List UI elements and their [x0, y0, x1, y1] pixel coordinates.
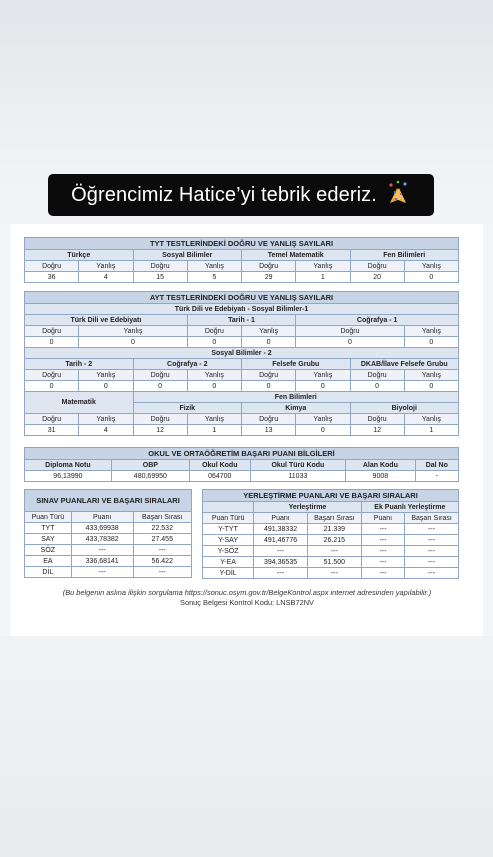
okul-title: OKUL VE ORTAÖĞRETİM BAŞARI PUANI BİLGİLERİ — [25, 448, 459, 460]
value-cell: --- — [405, 557, 459, 568]
value-cell: 4 — [79, 425, 133, 436]
ayt-math-title: Matematik — [25, 392, 134, 414]
party-popper-icon — [385, 179, 411, 211]
col-dogru: Doğru — [133, 261, 187, 272]
col-dogru: Doğru — [350, 414, 404, 425]
table-row — [203, 546, 459, 557]
ek-puanli-sub: Ek Puanlı Yerleştirme — [361, 502, 458, 513]
value-cell: --- — [254, 568, 308, 579]
ayt-subject: Kimya — [242, 403, 351, 414]
value-cell: 56.422 — [133, 556, 191, 567]
value-cell: --- — [71, 545, 133, 556]
value-cell: 0 — [242, 381, 296, 392]
col-puani: Puanı — [361, 513, 405, 524]
col-yanlis: Yanlış — [187, 261, 241, 272]
col-yanlis: Yanlış — [187, 414, 241, 425]
value-cell: 31 — [25, 425, 79, 436]
value-cell: --- — [405, 568, 459, 579]
value-cell: 51.500 — [307, 557, 361, 568]
value-cell: 0 — [187, 337, 241, 348]
value-cell: --- — [307, 568, 361, 579]
tyt-subject: Türkçe — [25, 250, 134, 261]
tyt-subject: Temel Matematik — [242, 250, 351, 261]
col-dogru: Doğru — [25, 326, 79, 337]
value-cell: DİL — [25, 567, 72, 578]
ayt-subject: Tarih - 2 — [25, 359, 134, 370]
value-cell: 12 — [133, 425, 187, 436]
col-dogru: Doğru — [25, 370, 79, 381]
table-row — [203, 568, 459, 579]
ayt-subject: Felsefe Grubu — [242, 359, 351, 370]
sinav-title: SINAV PUANLARI VE BAŞARI SIRALARI — [25, 490, 192, 512]
value-cell: --- — [405, 524, 459, 535]
value-cell: 0 — [296, 337, 405, 348]
col-dogru: Doğru — [25, 414, 79, 425]
col-yanlis: Yanlış — [296, 261, 350, 272]
sinav-table — [24, 489, 192, 578]
value-cell: --- — [361, 557, 405, 568]
value-cell: 0 — [25, 337, 79, 348]
value-cell: 0 — [296, 381, 350, 392]
value-cell: 336,68141 — [71, 556, 133, 567]
col-yanlis: Yanlış — [187, 370, 241, 381]
col-basari-sirasi: Başarı Sırası — [133, 512, 191, 523]
ayt-subject: Coğrafya - 1 — [296, 315, 459, 326]
col-puani: Puanı — [71, 512, 133, 523]
ayt-fen-title: Fen Bilimleri — [133, 392, 459, 403]
col-yanlis: Yanlış — [79, 326, 188, 337]
value-cell: 12 — [350, 425, 404, 436]
okul-table — [24, 447, 459, 482]
value-cell: 064700 — [189, 471, 250, 482]
okul-header: Alan Kodu — [346, 460, 415, 471]
value-cell: --- — [405, 546, 459, 557]
yerlestirme-table — [202, 489, 459, 579]
value-cell: 491,46776 — [254, 535, 308, 546]
table-row — [25, 545, 192, 556]
value-cell: 433,69938 — [71, 523, 133, 534]
yerlestirme-title: YERLEŞTİRME PUANLARI VE BAŞARI SIRALARI — [203, 490, 459, 502]
caption-text: Öğrencimiz Hatice’yi tebrik ederiz. — [71, 183, 377, 206]
value-cell: 0 — [242, 337, 296, 348]
ayt-table — [24, 291, 459, 436]
value-cell: 15 — [133, 272, 187, 283]
value-cell: --- — [361, 546, 405, 557]
value-cell: --- — [133, 567, 191, 578]
value-cell: 1 — [296, 272, 350, 283]
col-dogru: Doğru — [350, 370, 404, 381]
col-yanlis: Yanlış — [404, 326, 458, 337]
story-caption — [48, 174, 434, 216]
value-cell: 22.532 — [133, 523, 191, 534]
col-dogru: Doğru — [350, 261, 404, 272]
value-cell: SAY — [25, 534, 72, 545]
value-cell: 21.339 — [307, 524, 361, 535]
value-cell: 394,36535 — [254, 557, 308, 568]
value-cell: 1 — [187, 425, 241, 436]
table-row — [25, 556, 192, 567]
value-cell: 0 — [404, 381, 458, 392]
col-dogru: Doğru — [187, 326, 241, 337]
ayt-subject: Biyoloji — [350, 403, 459, 414]
ayt-group1: Türk Dili ve Edebiyatı - Sosyal Bilimler-1 — [25, 304, 459, 315]
col-puan-turu: Puan Türü — [25, 512, 72, 523]
value-cell: --- — [133, 545, 191, 556]
value-cell: 29 — [242, 272, 296, 283]
col-yanlis: Yanlış — [404, 370, 458, 381]
col-dogru: Doğru — [242, 414, 296, 425]
col-yanlis: Yanlış — [404, 261, 458, 272]
ayt-title: AYT TESTLERİNDEKİ DOĞRU VE YANLIŞ SAYILARI — [25, 292, 459, 304]
tyt-table — [24, 237, 459, 283]
value-cell: 480,69950 — [111, 471, 189, 482]
table-row — [203, 524, 459, 535]
value-cell: 26.215 — [307, 535, 361, 546]
okul-header: Okul Türü Kodu — [250, 460, 345, 471]
value-cell: --- — [361, 568, 405, 579]
value-cell: 0 — [25, 381, 79, 392]
value-cell: 4 — [79, 272, 133, 283]
ayt-subject: Tarih - 1 — [187, 315, 296, 326]
col-yanlis: Yanlış — [296, 370, 350, 381]
value-cell: Y-SÖZ — [203, 546, 254, 557]
table-row — [25, 567, 192, 578]
value-cell: 96,13990 — [25, 471, 112, 482]
ayt-subject: Fizik — [133, 403, 242, 414]
value-cell: 13 — [242, 425, 296, 436]
value-cell: 0 — [296, 425, 350, 436]
col-yanlis: Yanlış — [79, 414, 133, 425]
value-cell: 0 — [79, 381, 133, 392]
ayt-subject: Coğrafya - 2 — [133, 359, 242, 370]
value-cell: 9008 — [346, 471, 415, 482]
background-bottom — [0, 636, 493, 857]
value-cell: 0 — [79, 337, 188, 348]
col-basari-sirasi: Başarı Sırası — [307, 513, 361, 524]
value-cell: TYT — [25, 523, 72, 534]
okul-header: Diploma Notu — [25, 460, 112, 471]
col-yanlis: Yanlış — [242, 326, 296, 337]
value-cell: 20 — [350, 272, 404, 283]
verification-note: (Bu belgenin aslına ilişkin sorgulama https://sonuc.osym.gov.tr/BelgeKontrol.aspx internet adresinden yapılabilir.) — [62, 588, 432, 597]
col-yanlis: Yanlış — [79, 370, 133, 381]
value-cell: 0 — [187, 381, 241, 392]
col-dogru: Doğru — [133, 414, 187, 425]
table-row — [203, 557, 459, 568]
value-cell: EA — [25, 556, 72, 567]
value-cell: Y-SAY — [203, 535, 254, 546]
value-cell: 1 — [404, 425, 458, 436]
col-yanlis: Yanlış — [404, 414, 458, 425]
col-dogru: Doğru — [242, 370, 296, 381]
value-cell: 0 — [404, 337, 458, 348]
value-cell: 0 — [404, 272, 458, 283]
okul-header: OBP — [111, 460, 189, 471]
tyt-subject: Sosyal Bilimler — [133, 250, 242, 261]
col-dogru: Doğru — [296, 326, 405, 337]
col-basari-sirasi: Başarı Sırası — [405, 513, 459, 524]
value-cell: 11033 — [250, 471, 345, 482]
col-puani: Puanı — [254, 513, 308, 524]
value-cell: Y-DİL — [203, 568, 254, 579]
value-cell: --- — [361, 524, 405, 535]
value-cell: 0 — [133, 381, 187, 392]
tyt-subject: Fen Bilimleri — [350, 250, 459, 261]
value-cell: SÖZ — [25, 545, 72, 556]
value-cell: Y-TYT — [203, 524, 254, 535]
value-cell: --- — [361, 535, 405, 546]
value-cell: --- — [254, 546, 308, 557]
yerlestirme-sub: Yerleştirme — [254, 502, 362, 513]
table-row — [25, 534, 192, 545]
table-row — [25, 523, 192, 534]
col-puan-turu: Puan Türü — [203, 513, 254, 524]
value-cell: --- — [405, 535, 459, 546]
ayt-subject: Türk Dili ve Edebiyatı — [25, 315, 188, 326]
control-code: Sonuç Belgesi Kontrol Kodu: LNSB72NV — [180, 598, 314, 607]
col-yanlis: Yanlış — [79, 261, 133, 272]
col-dogru: Doğru — [242, 261, 296, 272]
okul-header: Okul Kodu — [189, 460, 250, 471]
tyt-title: TYT TESTLERİNDEKİ DOĞRU VE YANLIŞ SAYILARI — [25, 238, 459, 250]
table-row — [203, 535, 459, 546]
value-cell: 491,38332 — [254, 524, 308, 535]
ayt-group2: Sosyal Bilimler - 2 — [25, 348, 459, 359]
okul-header: Dal No — [415, 460, 458, 471]
value-cell: 433,78382 — [71, 534, 133, 545]
value-cell: - — [415, 471, 458, 482]
value-cell: --- — [71, 567, 133, 578]
col-yanlis: Yanlış — [296, 414, 350, 425]
col-dogru: Doğru — [133, 370, 187, 381]
ayt-subject: DKAB/İlave Felsefe Grubu — [350, 359, 459, 370]
col-dogru: Doğru — [25, 261, 79, 272]
value-cell: Y-EA — [203, 557, 254, 568]
value-cell: 36 — [25, 272, 79, 283]
value-cell: --- — [307, 546, 361, 557]
value-cell: 5 — [187, 272, 241, 283]
value-cell: 0 — [350, 381, 404, 392]
value-cell: 27.455 — [133, 534, 191, 545]
